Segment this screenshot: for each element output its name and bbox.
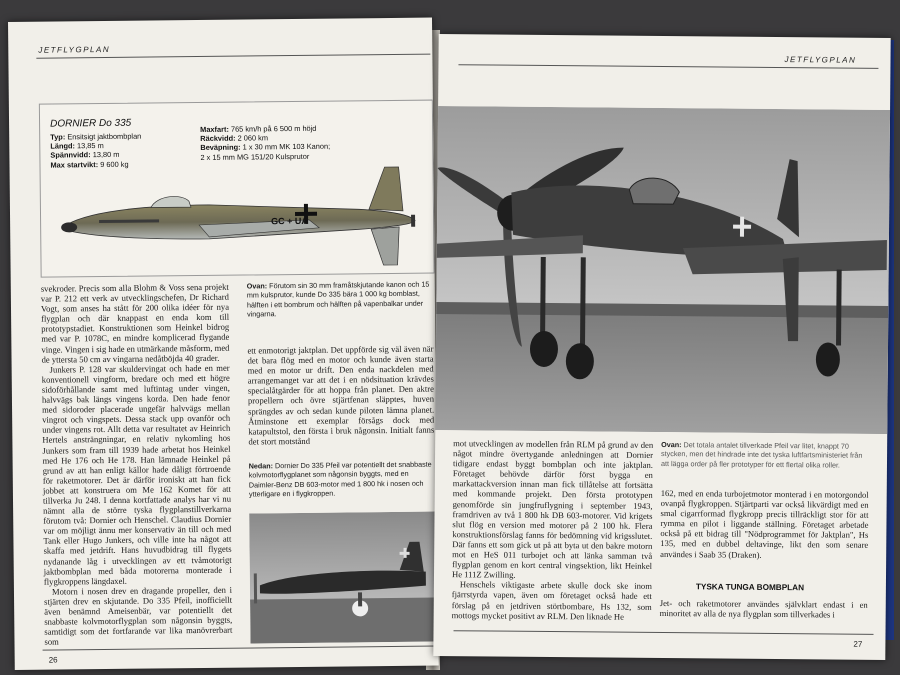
aircraft-markings: GC + UA <box>271 215 308 227</box>
spec-row: Spännvidd: 13,80 m <box>50 150 120 160</box>
right-running-header: JETFLYGPLAN <box>784 55 857 65</box>
spec-box <box>39 100 435 278</box>
right-text-column-2 <box>660 488 869 560</box>
spec-row: Beväpning: 1 x 30 mm MK 103 Kanon; <box>200 142 331 153</box>
caption-bottom: Nedan: Dornier Do 335 Pfeil var potentiellt det snabbaste kolvmotorflygplanet som någonsin byggts, med en Daimler-Benz DB 603-motor med 1 800 hk i nosen och ytterligare en i flygkroppen. <box>248 459 432 499</box>
spec-row: Räckvidd: 2 060 km <box>200 133 269 144</box>
left-page <box>8 18 439 670</box>
right-header-rule <box>458 64 878 69</box>
right-footer-rule <box>454 630 874 635</box>
spec-row: Typ: Ensitsigt jaktbombplan <box>50 131 142 142</box>
spec-column-1 <box>50 132 141 170</box>
paragraph: ett enmotorigt jaktplan. Det uppförde sig väl även när det bara flög med en motor och kunde även starta med en motor ur drift. Den enda nackdelen med arrangemanget var att det i en nödsituation krävdes specialåtgärder för att hoppa från planet. Den aktre propellern och övre stjärtfenan släpptes, huven sprängdes av och sedan kunde piloten lämna planet. Åtminstone ett exemplar försågs dock med katapultstol, den första i bruk någonsin. Initialt fanns det stort motstånd <box>247 343 435 447</box>
section-title: TYSKA TUNGA BOMBPLAN <box>695 582 805 593</box>
paragraph: svekroder. Precis som alla Blohm & Voss sena projekt var P. 212 ett verk av utvecklingschefen, Dr Richard Vogt, som anses ha stått för 200 olika idéer för nya flygplan och där knappast en enda kom till prototypstadiet. Konstruktionen som Heinkel bidrog med var P. 1078C, en mindre komplicerad flygande vinge. Vingen i sig hade en utmärkande måsform, med de yttersta 50 cm av vingarna nedåtböjda 40 grader. <box>40 281 230 365</box>
left-text-column-2 <box>247 344 434 447</box>
right-text-column-2b <box>660 598 868 620</box>
paragraph: Henschels viktigaste arbete skulle dock ske inom fjärrstyrda vapen, även om företaget också hade ett förslag på en jetdriven störtbombare, Hs 132, som mottogs mycket positivt av RLM. Den liknade He <box>451 579 652 622</box>
paragraph: Junkers P. 128 var skuldervingat och hade en mer konventionell vingform, bredare och med ett högre sidoförhållande samt med luftintag under vingen, halvvägs bak längs vingens korda. Den hade fenor med sidoroder placerade ungefär halvvägs mellan vingrot och vingspets. Dessa stack upp ovanför och under vingens rot. Allt detta var resultatet av Heinrich Hertels ansträngningar, en relativ nykomling hos Junkers som fram till 1939 hade arbetat hos Heinkel med He 176 och He 178. Han lämnade Heinkel på grund av att han enligt källor hade dåligt förtroende för raketmotorer. Det är därför ironiskt att han fick jobbet att konstruera om Me 162 Komet för att tillverka Ju 248. I denna kortfattade analys har vi nu nämnt alla de större tyska flygplanstillverkarna förutom två: Dornier och Henschel. Claudius Dornier var om möjligt ännu mer konservativ än till och med Tank eller Hugo Junkers, och ville inte ha något att skaffa med jetdrift. Hans huvudbidrag till flygets nydanande låg i utvecklingen av ett tvåmotorigt jaktbombplan med båda motorerna monterade i flygkroppens längdaxel. <box>41 362 232 587</box>
left-header-rule <box>36 54 430 59</box>
paragraph: mot utvecklingen av modellen från RLM på grund av den något mindre övertygande anledningen att Dornier tidigare endast byggt bombplan och inte jaktplan. Företaget behövde därför först bygga en markattackversion innan man fick tillåtelse att fortsätta med kommande projekt. Den första prototypen genomförde sin jungfruflygning i september 1943, framdriven av två 1 800 hk DB 603-motorer. Vid krigets slut flög en version med motorer på 2 100 hk. Flera konstruktionsförslag fanns för bedömning vid krigsslutet. Där fanns ett som gick ut på att byta ut den bakre motorn mot en HeS 011 turbojet och att länka samman två flygplan genom en kort central vingsektion, likt Heinkel He 111Z Zwilling. <box>451 438 654 580</box>
right-page <box>433 34 890 660</box>
caption-top: Ovan: Förutom sin 30 mm framåtskjutande kanon och 15 mm kulsprutor, kunde Do 335 bära 1 000 kg bomblast, hälften i ett bombrum och hälften på vapenbalkar under vingarna. <box>246 279 430 319</box>
right-page-number: 27 <box>853 639 863 649</box>
paragraph: 162, med en enda turbojetmotor monterad i en motorgondol ovanpå flygkroppen. Stjärtparti var också likvärdigt med en smal cigarrformad flygkropp precis tillräckligt stor för att rymma en pilot i liggande ställning. Företaget arbetade också på ett bidrag till "Nödprogrammet för Jaktplan", Hs 135, med en dubbel deltavinge, likt den som senare användes i Saab 35 (Draken). <box>660 487 869 560</box>
paragraph: Motorn i nosen drev en dragande propeller, den i stjärten drev en skjutande. Do 335 Pfeil, inofficiellt även benämnd Ameisenbär, var potentiellt det snabbaste kolvmotorflygplan som någonsin byggts, samtidigt som det fortfarande var lika manövrerbart som <box>44 584 233 647</box>
spec-row: 2 x 15 mm MG 151/20 Kulsprutor <box>200 151 310 162</box>
spec-title: DORNIER Do 335 <box>50 117 132 130</box>
spec-row: Max startvikt: 9 600 kg <box>50 159 129 170</box>
left-page-number: 26 <box>48 655 58 665</box>
left-text-column-1 <box>41 282 233 647</box>
spec-row: Maxfart: 765 km/h på 6 500 m höjd <box>200 123 317 134</box>
right-text-column-1 <box>452 438 654 621</box>
aircraft-profile-illustration <box>59 165 420 273</box>
caption-right: Ovan: Det totala antalet tillverkade Pfeil var litet, knappt 70 stycken, men det hindrade inte det tyska luftfartsministeriet från att lägga order på fler prototyper för ett flertal olika roller. <box>660 439 863 470</box>
aircraft-photo-large <box>433 106 890 434</box>
aircraft-photo-small <box>249 512 436 644</box>
spec-column-2 <box>200 124 330 162</box>
left-running-header: JETFLYGPLAN <box>38 44 111 55</box>
spec-row: Längd: 13,85 m <box>50 141 104 151</box>
paragraph: Jet- och raketmotorer användes självklart endast i en minoritet av alla de nya flygplan som tillverkades i <box>659 597 868 620</box>
